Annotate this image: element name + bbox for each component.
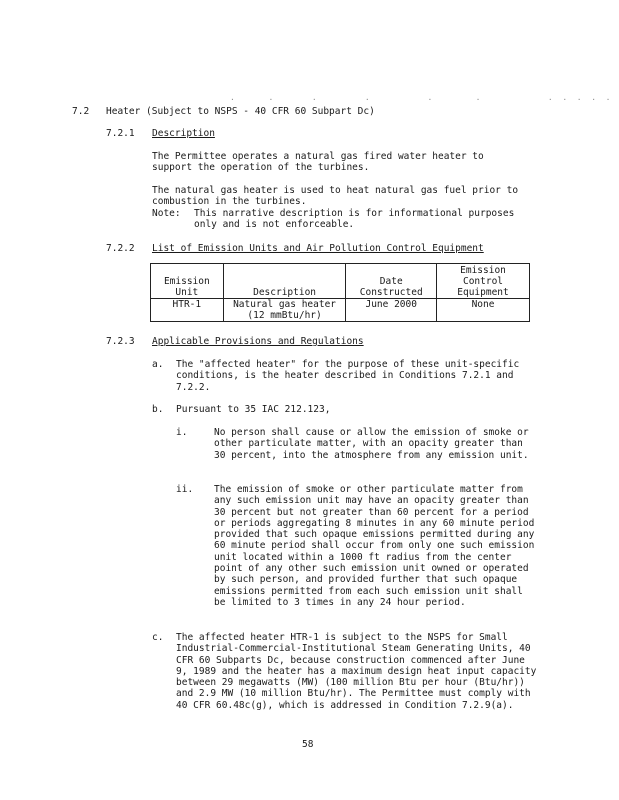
section-title: Heater (Subject to NSPS - 40 CFR 60 Subpart Dc) xyxy=(106,106,375,117)
item-text: The "affected heater" for the purpose of these unit-specific conditions, is the heater described in Conditions 7.2.1 and 7.2.2. xyxy=(176,359,520,393)
item-label: a. xyxy=(152,359,164,370)
column-header: Description xyxy=(223,264,346,299)
subitem-label: ii. xyxy=(176,484,194,495)
scan-dots: . . . . . . . . . . . xyxy=(230,93,611,102)
paragraph: The natural gas heater is used to heat natural gas fuel prior to combustion in the turbines. xyxy=(152,185,519,208)
table-cell: Natural gas heater (12 mmBtu/hr) xyxy=(223,299,346,322)
table-cell: HTR-1 xyxy=(151,299,224,322)
table-cell: June 2000 xyxy=(346,299,437,322)
note-label: Note: xyxy=(152,208,181,219)
subitem-text: The emission of smoke or other particulate matter from any such emission unit may have an opacity greater than 30 percent but not greater than 60 percent for a period or periods aggregating 8 minutes in any 60 minute period provided that such opaque emissions permitted during any 60 minute period shall occur from only one such emission unit located within a 1000 ft radius from the center point of any other such emission unit owned or operated by such person, and provided further that such opaque emissions permitted from each such emission unit shall be limited to 3 times in any 24 hour period. xyxy=(214,484,535,608)
page-number: 58 xyxy=(302,739,314,750)
emission-units-table xyxy=(150,263,530,322)
subsection-number: 7.2.1 xyxy=(106,128,135,139)
subsection-heading: Applicable Provisions and Regulations xyxy=(152,336,364,347)
subsection-heading: List of Emission Units and Air Pollution Control Equipment xyxy=(152,243,484,254)
subitem-text: No person shall cause or allow the emission of smoke or other particulate matter, with an opacity greater than 30 percent, into the atmosphere from any emission unit. xyxy=(214,427,529,461)
table-header-row xyxy=(151,264,530,299)
column-header: Emission Unit xyxy=(151,264,224,299)
item-label: b. xyxy=(152,404,164,415)
table-cell: None xyxy=(437,299,530,322)
paragraph: The Permittee operates a natural gas fired water heater to support the operation of the turbines. xyxy=(152,151,484,174)
column-header: Date Constructed xyxy=(346,264,437,299)
subsection-number: 7.2.3 xyxy=(106,336,135,347)
section-number: 7.2 xyxy=(72,106,90,117)
item-label: c. xyxy=(152,632,164,643)
column-header: Emission Control Equipment xyxy=(437,264,530,299)
subitem-label: i. xyxy=(176,427,188,438)
table-row xyxy=(151,299,530,322)
subsection-heading: Description xyxy=(152,128,215,139)
item-text: Pursuant to 35 IAC 212.123, xyxy=(176,404,331,415)
note-text: This narrative description is for informational purposes only and is not enforceable. xyxy=(194,208,515,231)
item-text: The affected heater HTR-1 is subject to the NSPS for Small Industrial-Commercial-Institutional Steam Generating Units, 40 CFR 60 Subparts Dc, because construction commenced after June 9, 1989 and the heater has a maximum design heat input capacity between 29 megawatts (MW) (100 million Btu per hour (Btu/hr)) and 2.9 MW (10 million Btu/hr). The Permittee must comply with 40 CFR 60.48c(g), which is addressed in Condition 7.2.9(a). xyxy=(176,632,537,711)
subsection-number: 7.2.2 xyxy=(106,243,135,254)
